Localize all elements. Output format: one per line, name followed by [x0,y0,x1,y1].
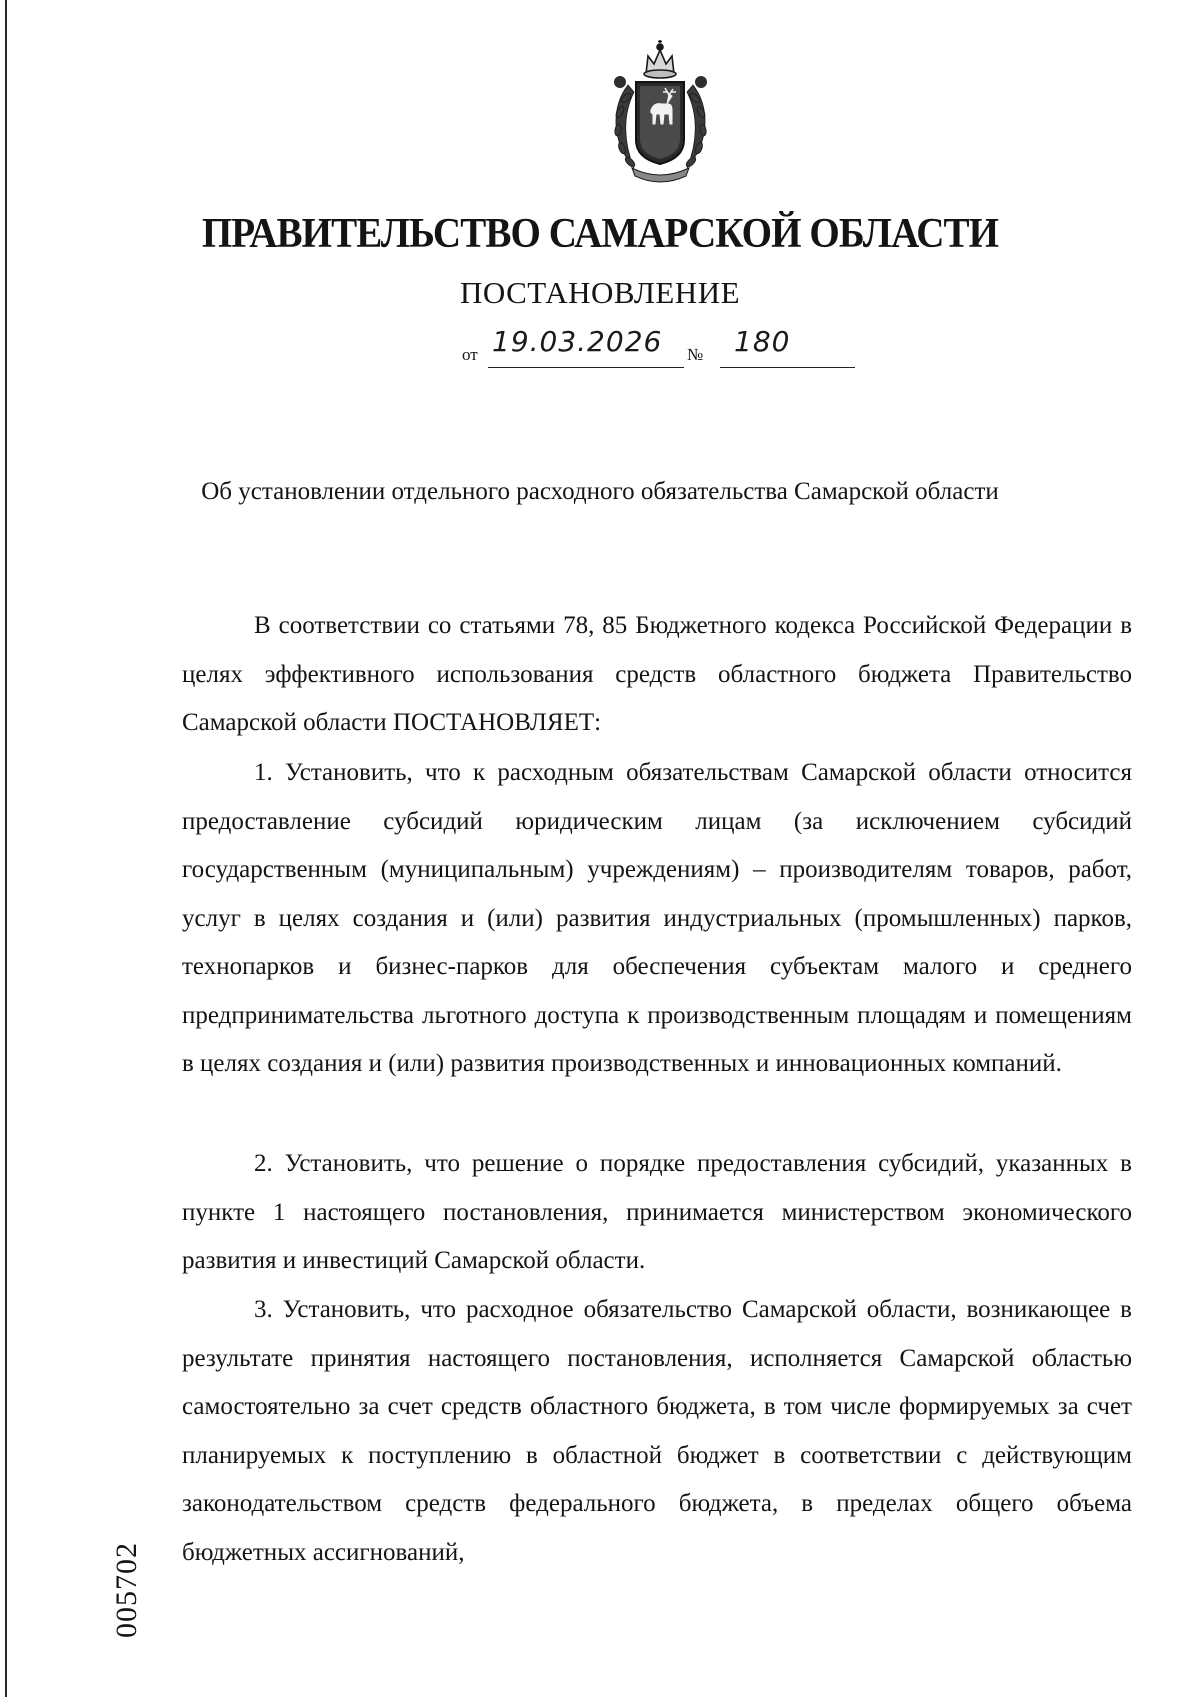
item-3-paragraph: 3. Установить, что расходное обязательство Самарской области, возникающее в результате принятия настоящего постановления, исполняется Самарской областью самостоятельно за счет средств областного бюджета, в том числе формируемых за счет планируемых к поступлению в областной бюджет в соответствии с действующим законодательством средств федерального бюджета, в пределах общего объема бюджетных ассигнований, [182,1296,1132,1566]
handwritten-date: 19.03.2026 [492,325,663,358]
document-subject: Об установлении отдельного расходного обязательства Самарской области [201,478,999,505]
item-2-paragraph: 2. Установить, что решение о порядке предоставления субсидий, указанных в пункте 1 настоящего постановления, принимается министерством экономического развития и инвестиций Самарской области. [182,1150,1132,1274]
item-1-paragraph: 1. Установить, что к расходным обязательствам Самарской области относится предоставление субсидий юридическим лицам (за исключением субсидий государственным (муниципальным) учреждениям) – производителям товаров, работ, услуг в целях создания и (или) развития индустриальных (промышленных) парков, технопарков и бизнес-парков для обеспечения субъектам малого и среднего предпринимательства льготного доступа к производственным площадям и помещениям в целях создания и (или) развития производственных и инновационных компаний. [182,759,1132,1077]
serial-number-text: 005702 [110,1542,143,1638]
date-underline [488,367,684,368]
organization-title: ПРАВИТЕЛЬСТВО САМАРСКОЙ ОБЛАСТИ [201,211,999,257]
document-type: ПОСТАНОВЛЕНИЕ [459,275,741,310]
handwritten-number: 180 [734,325,791,358]
margin-serial-number [112,1520,142,1660]
number-prefix: № [687,345,704,364]
coat-of-arms-icon [598,40,723,185]
date-prefix: от [462,345,478,364]
left-margin-rule [5,0,7,1697]
date-number-line [462,325,862,375]
number-underline [720,367,855,368]
intro-paragraph: В соответствии со статьями 78, 85 Бюджетного кодекса Российской Федерации в целях эффективного использования средств областного бюджета Правительство Самарской области ПОСТАНОВЛЯЕТ: [182,612,1132,736]
